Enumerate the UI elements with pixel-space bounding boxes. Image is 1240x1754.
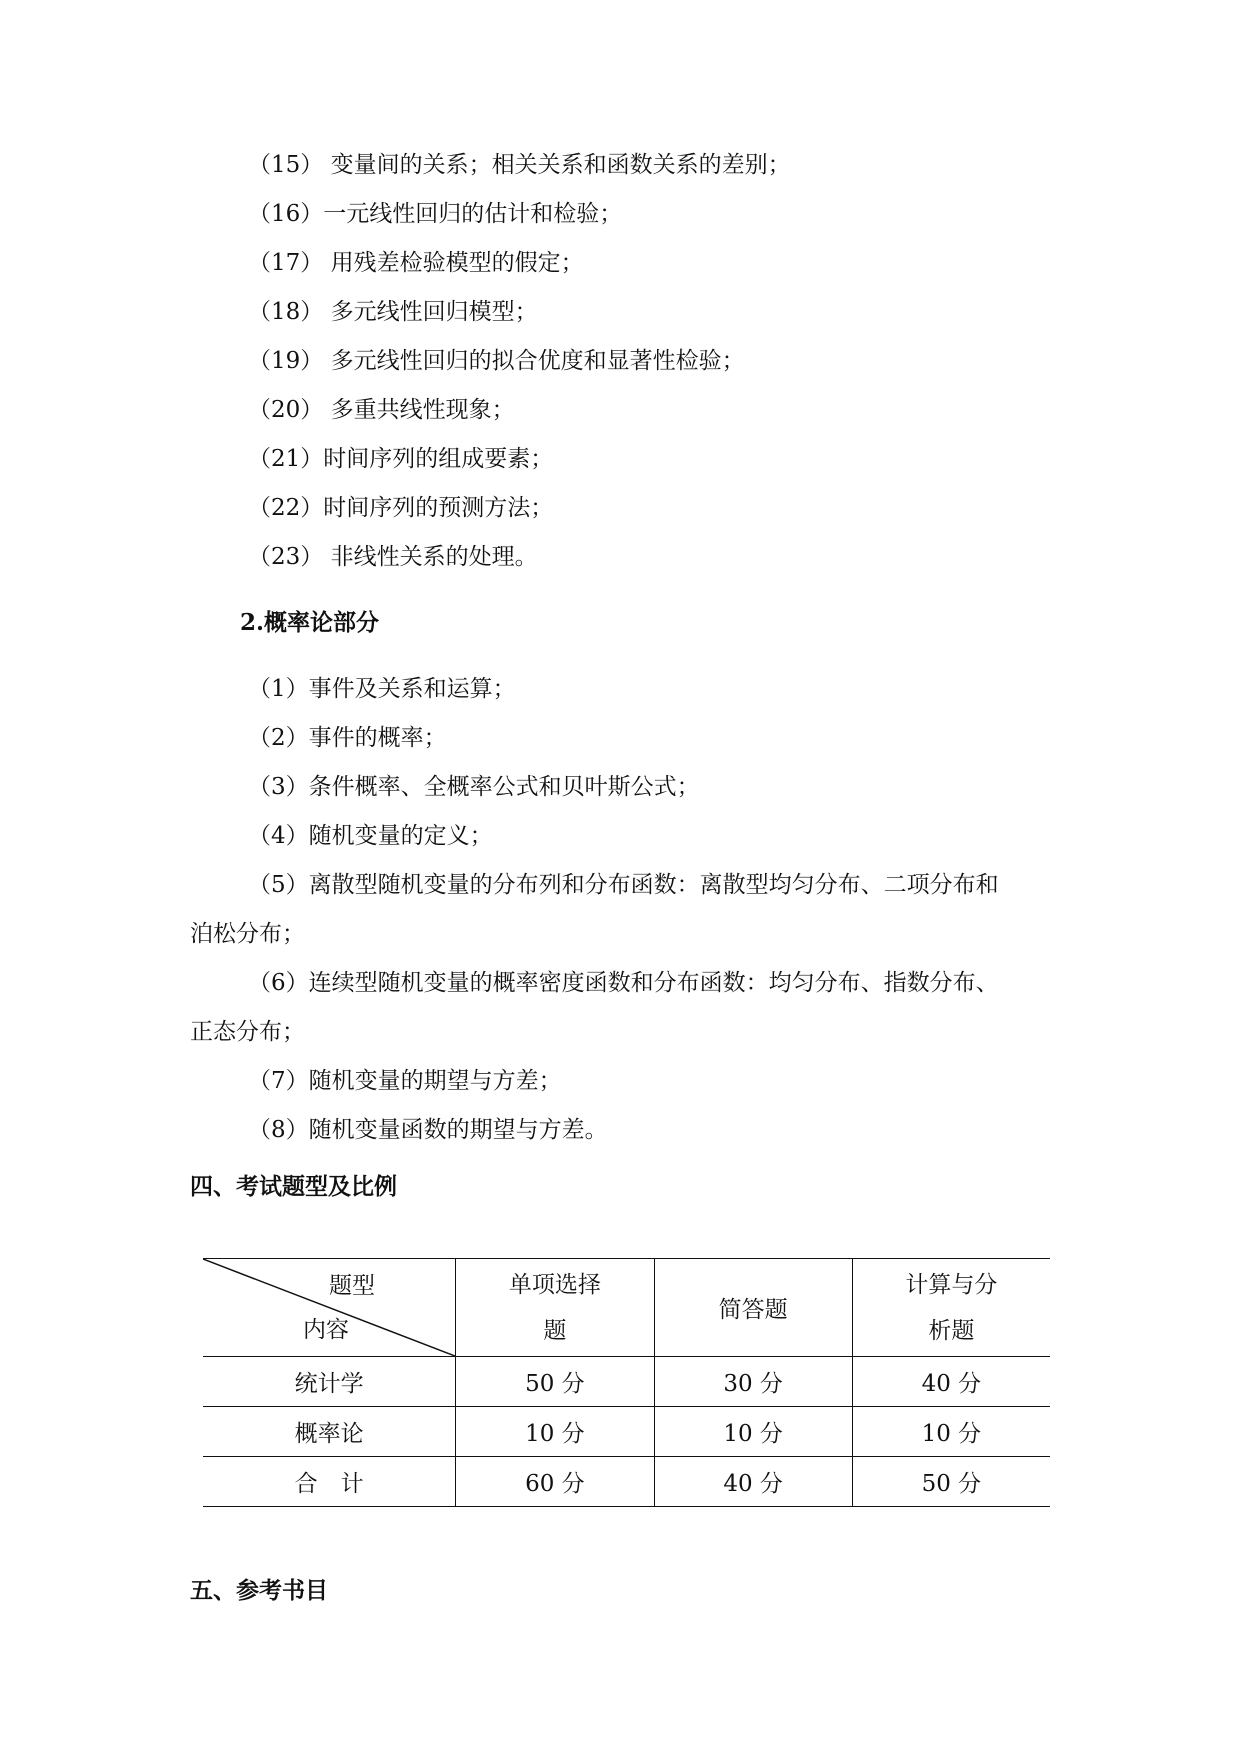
table-cell: 10 分 <box>654 1407 852 1457</box>
list-item-continuation: 泊松分布； <box>190 921 305 947</box>
list-item: （21）时间序列的组成要素； <box>248 446 554 472</box>
row-label: 合 计 <box>203 1457 456 1507</box>
table-row <box>203 1457 1050 1507</box>
column-header: 单项选择 题 <box>456 1259 654 1357</box>
score-table <box>203 1258 1050 1507</box>
list-item: （16）一元线性回归的估计和检验； <box>248 201 623 227</box>
list-item: （8）随机变量函数的期望与方差。 <box>248 1117 608 1143</box>
list-item: （3）条件概率、全概率公式和贝叶斯公式； <box>248 774 700 800</box>
row-label: 概率论 <box>203 1407 456 1457</box>
section-heading: 五、参考书目 <box>190 1577 328 1604</box>
list-item: （2）事件的概率； <box>248 725 447 751</box>
list-item: （19） 多元线性回归的拟合优度和显著性检验； <box>248 348 745 374</box>
column-header: 简答题 <box>654 1259 852 1357</box>
table-cell: 50 分 <box>852 1457 1050 1507</box>
list-item: （4）随机变量的定义； <box>248 823 493 849</box>
table-cell: 50 分 <box>456 1357 654 1407</box>
list-item: （1）事件及关系和运算； <box>248 676 516 702</box>
table-cell: 10 分 <box>456 1407 654 1457</box>
table-cell: 60 分 <box>456 1457 654 1507</box>
row-label: 统计学 <box>203 1357 456 1407</box>
table-cell: 40 分 <box>852 1357 1050 1407</box>
corner-label-top: 题型 <box>329 1273 375 1299</box>
list-item: （17） 用残差检验模型的假定； <box>248 250 584 276</box>
table-cell: 10 分 <box>852 1407 1050 1457</box>
table-row <box>203 1357 1050 1407</box>
list-item: （6）连续型随机变量的概率密度函数和分布函数：均匀分布、指数分布、 <box>248 970 999 996</box>
table-cell: 40 分 <box>654 1457 852 1507</box>
table-cell: 30 分 <box>654 1357 852 1407</box>
column-header: 计算与分 析题 <box>852 1259 1050 1357</box>
list-item: （5）离散型随机变量的分布列和分布函数：离散型均匀分布、二项分布和 <box>248 872 999 898</box>
section-heading: 四、考试题型及比例 <box>190 1173 397 1200</box>
table-header-row <box>203 1259 1050 1357</box>
subsection-heading: 2.概率论部分 <box>240 609 380 636</box>
corner-cell <box>203 1259 456 1357</box>
list-item: （7）随机变量的期望与方差； <box>248 1068 562 1094</box>
list-item-continuation: 正态分布； <box>190 1019 305 1045</box>
list-item: （20） 多重共线性现象； <box>248 397 515 423</box>
corner-label-bottom: 内容 <box>303 1317 349 1343</box>
list-item: （23） 非线性关系的处理。 <box>248 544 538 570</box>
table-row <box>203 1407 1050 1457</box>
list-item: （18） 多元线性回归模型； <box>248 299 538 325</box>
list-item: （15） 变量间的关系；相关关系和函数关系的差别； <box>248 152 791 178</box>
list-item: （22）时间序列的预测方法； <box>248 495 554 521</box>
